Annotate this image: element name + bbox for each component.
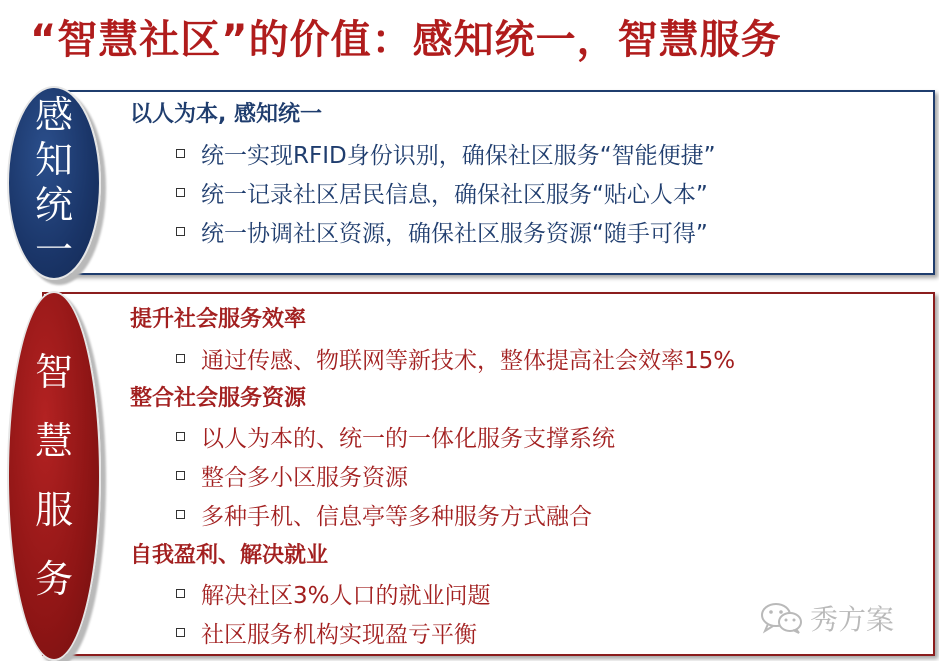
square-bullet-icon (176, 227, 185, 236)
unify-badge (7, 86, 101, 280)
unify-bullet-text: 统一实现RFID身份识别，确保社区服务“智能便捷” (201, 143, 716, 169)
watermark (760, 598, 894, 638)
square-bullet-icon (176, 471, 185, 480)
square-bullet-icon (176, 589, 185, 598)
service-bullet-text: 解决社区3%人口的就业问题 (201, 583, 491, 609)
service-bullet-text: 以人为本的、统一的一体化服务支撑系统 (201, 426, 615, 452)
square-bullet-icon (176, 628, 185, 637)
unify-bullet (176, 137, 716, 170)
unify-bullet-text: 统一记录社区居民信息，确保社区服务“贴心人本” (201, 182, 708, 208)
unify-bullet (176, 215, 708, 248)
service-bullet-text: 社区服务机构实现盈亏平衡 (201, 622, 477, 648)
unify-bullet (176, 176, 708, 209)
service-bullet (176, 616, 477, 649)
square-bullet-icon (176, 188, 185, 197)
service-badge (7, 291, 101, 661)
service-bullet (176, 577, 491, 610)
square-bullet-icon (176, 510, 185, 519)
service-heading: 整合社会服务资源 (130, 386, 307, 411)
service-badge-char: 服 (34, 488, 73, 532)
unify-badge-char: 知 (34, 138, 73, 183)
unify-badge-char: 感 (34, 93, 73, 138)
unify-badge-char: 一 (34, 227, 73, 272)
service-bullet (176, 498, 592, 531)
watermark-text: 秀方案 (810, 603, 895, 636)
service-badge-char: 务 (34, 557, 73, 602)
service-bullet (176, 420, 615, 453)
service-heading: 自我盈利、解决就业 (130, 543, 329, 568)
service-bullet-text: 通过传感、物联网等新技术，整体提高社会效率15% (201, 348, 736, 374)
unify-badge-char: 统 (34, 183, 73, 227)
square-bullet-icon (176, 354, 185, 363)
service-badge-char: 慧 (34, 418, 73, 463)
square-bullet-icon (176, 432, 185, 441)
service-heading: 提升社会服务效率 (130, 307, 307, 332)
service-bullet (176, 342, 735, 375)
service-badge-char: 智 (34, 349, 73, 394)
service-bullet-text: 多种手机、信息亭等多种服务方式融合 (201, 504, 592, 530)
wechat-icon (760, 602, 804, 634)
unify-bullet-text: 统一协调社区资源，确保社区服务资源“随手可得” (201, 221, 708, 247)
page-title: “智慧社区”的价值：感知统一，智慧服务 (30, 17, 782, 63)
service-bullet (176, 459, 408, 492)
square-bullet-icon (176, 149, 185, 158)
unify-heading: 以人为本, 感知统一 (130, 102, 323, 127)
service-bullet-text: 整合多小区服务资源 (201, 465, 408, 491)
